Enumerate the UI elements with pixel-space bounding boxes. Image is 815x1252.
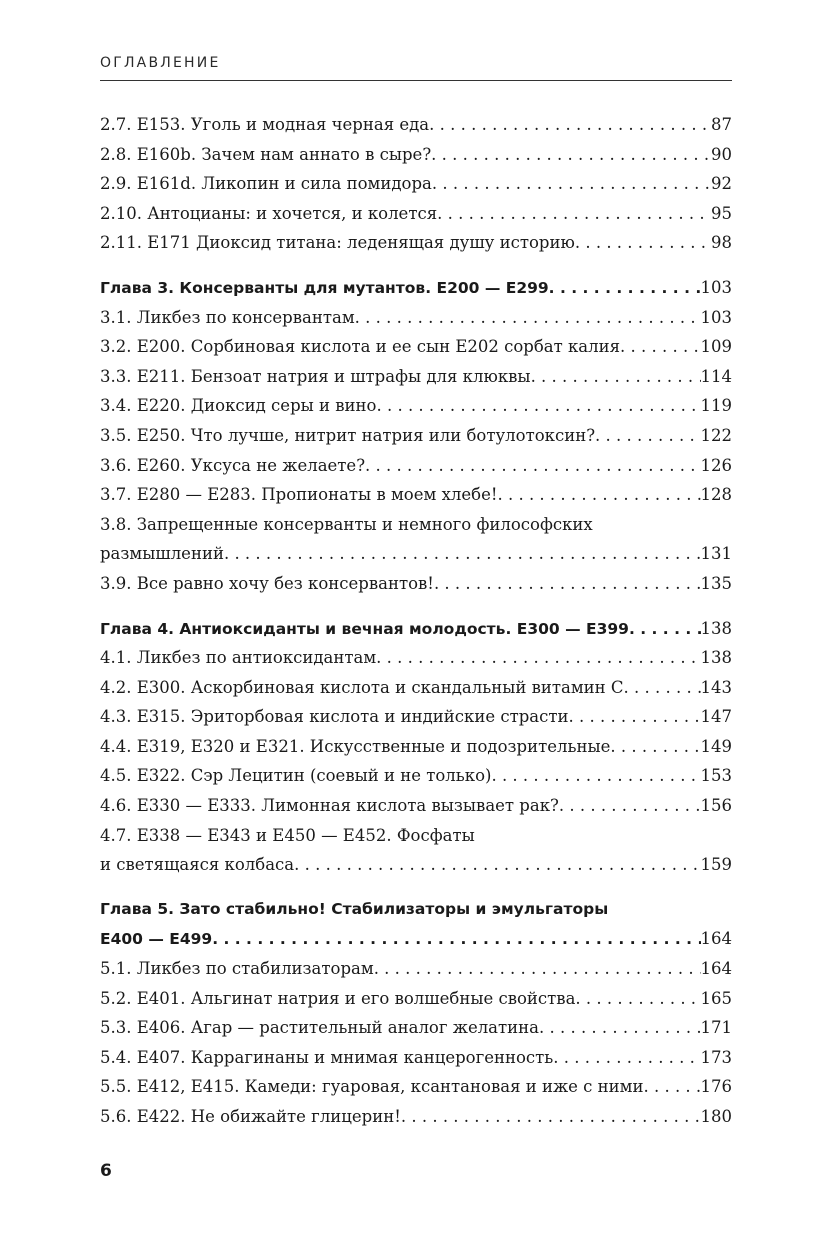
leader-dots — [595, 421, 700, 451]
section-gap — [100, 258, 732, 273]
toc-entry[interactable] — [100, 199, 732, 229]
toc-entry-line1[interactable] — [100, 821, 732, 851]
toc-entry[interactable] — [100, 791, 732, 821]
chapter-page: 138 — [700, 618, 732, 638]
toc-entry[interactable] — [100, 984, 732, 1014]
toc-entry[interactable] — [100, 451, 732, 481]
toc-entry-title: 3.1. Ликбез по консервантам — [100, 307, 355, 327]
toc-entry[interactable] — [100, 1043, 732, 1073]
toc-entry[interactable] — [100, 169, 732, 199]
toc-entry[interactable] — [100, 421, 732, 451]
toc-entry[interactable] — [100, 673, 732, 703]
section-gap — [100, 599, 732, 614]
leader-dots — [624, 673, 701, 703]
leader-dots — [531, 362, 701, 392]
toc-entry-page: 119 — [700, 396, 732, 416]
chapter-title: Глава 3. Консерванты для мутантов. E200 — E299 — [100, 278, 549, 297]
header-rule — [100, 80, 732, 81]
toc-chapter-3[interactable] — [100, 273, 732, 303]
leader-dots — [429, 110, 711, 140]
chapter-title-cont: E400 — E499 — [100, 930, 213, 949]
leader-dots — [549, 274, 701, 304]
toc-entry-title: 3.6. E260. Уксуса не желаете? — [100, 455, 366, 475]
toc-entry-page: 92 — [711, 174, 732, 194]
toc-entry-title: 4.5. E322. Сэр Лецитин (соевый и не только) — [100, 766, 492, 786]
toc-entry[interactable] — [100, 702, 732, 732]
chapter-page: 103 — [700, 277, 732, 297]
leader-dots — [431, 140, 711, 170]
toc-entry-title: 3.5. E250. Что лучше, нитрит натрия или ботулотоксин? — [100, 425, 596, 445]
toc-entry-title: 3.2. E200. Сорбиновая кислота и ее сын E202 сорбат калия — [100, 337, 621, 357]
chapter-page: 164 — [700, 929, 732, 949]
leader-dots — [643, 1072, 700, 1102]
toc-entry-title: 4.3. E315. Эриторбовая кислота и индийские страсти — [100, 707, 569, 727]
toc-entry-title: 2.9. E161d. Ликопин и сила помидора — [100, 174, 432, 194]
toc-entry[interactable] — [100, 391, 732, 421]
toc-entry[interactable] — [100, 303, 732, 333]
toc-entry-page: 87 — [711, 115, 732, 134]
toc-entry-title: 3.9. Все равно хочу без консервантов! — [100, 573, 434, 593]
toc-entry[interactable] — [100, 1072, 732, 1102]
leader-dots — [610, 732, 700, 762]
running-head: ОГЛАВЛЕНИЕ — [100, 55, 221, 71]
toc-entry[interactable] — [100, 643, 732, 673]
toc-entry-title: 3.8. Запрещенные консерванты и немного философских — [100, 514, 593, 534]
toc-entry-page: 156 — [700, 796, 732, 816]
leader-dots — [376, 391, 700, 421]
leader-dots — [620, 332, 700, 362]
toc-entry-page: 128 — [700, 485, 732, 505]
toc-entry-page: 109 — [700, 337, 732, 357]
toc-entry-page: 176 — [700, 1077, 732, 1097]
toc-entry-page: 171 — [700, 1018, 732, 1038]
toc-entry[interactable] — [100, 732, 732, 762]
leader-dots — [374, 954, 701, 984]
toc-entry-title: 3.3. E211. Бензоат натрия и штрафы для клюквы — [100, 366, 531, 386]
chapter-title: Глава 4. Антиоксиданты и вечная молодость. E300 — E399 — [100, 619, 629, 638]
toc-entry[interactable] — [100, 850, 732, 880]
leader-dots — [432, 169, 711, 199]
leader-dots — [365, 451, 700, 481]
toc-entry-page: 114 — [700, 366, 732, 386]
leader-dots — [491, 761, 700, 791]
chapter-title: Глава 5. Зато стабильно! Стабилизаторы и эмульгаторы — [100, 899, 609, 918]
toc-entry-page: 159 — [700, 855, 732, 875]
toc-entry-page: 180 — [700, 1107, 732, 1126]
leader-dots — [401, 1102, 701, 1132]
toc-entry-page: 122 — [700, 425, 732, 445]
toc-entry-page: 126 — [700, 455, 732, 475]
leader-dots — [497, 480, 700, 510]
toc-entry-page: 131 — [700, 544, 732, 564]
toc-entry-page: 164 — [700, 959, 732, 979]
toc-entry-title: 4.4. E319, E320 и E321. Искусственные и подозрительные — [100, 736, 611, 756]
toc-entry[interactable] — [100, 228, 732, 258]
leader-dots — [553, 1043, 700, 1073]
toc-entry[interactable] — [100, 140, 732, 170]
toc-entry-page: 138 — [700, 648, 732, 668]
leader-dots — [434, 569, 701, 599]
toc-entry[interactable] — [100, 332, 732, 362]
toc-entry-title: 3.7. E280 — E283. Пропионаты в моем хлебе! — [100, 485, 498, 505]
toc-entry-title-cont: размышлений — [100, 544, 224, 564]
toc-entry[interactable] — [100, 480, 732, 510]
toc-entry-title: 2.10. Антоцианы: и хочется, и колется — [100, 203, 438, 223]
toc-entry-page: 153 — [700, 766, 732, 786]
toc-entry-title: 2.11. E171 Диоксид титана: леденящая душу историю — [100, 233, 575, 253]
leader-dots — [355, 303, 701, 333]
toc-entry-title: 4.1. Ликбез по антиоксидантам — [100, 648, 377, 668]
section-gap — [100, 880, 732, 895]
toc-entry-title: 5.5. E412, E415. Камеди: гуаровая, ксантановая и иже с ними — [100, 1077, 644, 1097]
toc-entry-title: 4.7. E338 — E343 и E450 — E452. Фосфаты — [100, 825, 475, 845]
toc-chapter-4[interactable] — [100, 614, 732, 644]
leader-dots — [575, 984, 700, 1014]
toc-entry[interactable] — [100, 539, 732, 569]
toc-entry[interactable] — [100, 110, 732, 140]
toc-entry-title-cont: и светящаяся колбаса — [100, 855, 295, 875]
leader-dots — [224, 539, 701, 569]
toc-entry-title: 5.2. E401. Альгинат натрия и его волшебные свойства — [100, 988, 576, 1008]
toc-entry-page: 149 — [700, 736, 732, 756]
toc-entry-page: 135 — [700, 573, 732, 593]
toc-entry-page: 173 — [700, 1047, 732, 1067]
leader-dots — [575, 228, 711, 258]
toc-entry[interactable] — [100, 569, 732, 599]
toc-entry[interactable] — [100, 362, 732, 392]
leader-dots — [568, 702, 700, 732]
toc-entry-title: 3.4. E220. Диоксид серы и вино — [100, 396, 377, 416]
page-number: 6 — [100, 1161, 112, 1181]
leader-dots — [559, 791, 701, 821]
leader-dots — [212, 925, 700, 955]
toc-entry-page: 147 — [700, 707, 732, 727]
toc-entry-title: 4.2. E300. Аскорбиновая кислота и скандальный витамин С — [100, 677, 624, 697]
toc-entry-page: 103 — [700, 307, 732, 327]
leader-dots — [294, 850, 700, 880]
toc-entry-title: 5.3. E406. Агар — растительный аналог желатина — [100, 1018, 539, 1038]
toc-entry-line1[interactable] — [100, 510, 732, 540]
toc-entry-title: 5.6. E422. Не обижайте глицерин! — [100, 1107, 401, 1126]
toc-entry-title: 2.7. E153. Уголь и модная черная еда — [100, 115, 430, 134]
toc-entry[interactable] — [100, 954, 732, 984]
table-of-contents — [100, 110, 732, 1132]
toc-entry[interactable] — [100, 761, 732, 791]
toc-entry[interactable] — [100, 1102, 732, 1132]
toc-entry-title: 5.1. Ликбез по стабилизаторам — [100, 959, 374, 979]
toc-entry[interactable] — [100, 1013, 732, 1043]
toc-chapter-5-line1[interactable] — [100, 895, 732, 925]
leader-dots — [539, 1013, 701, 1043]
leader-dots — [629, 615, 701, 645]
toc-entry-title: 4.6. E330 — E333. Лимонная кислота вызывает рак? — [100, 796, 559, 816]
toc-chapter-5[interactable] — [100, 924, 732, 954]
leader-dots — [437, 199, 711, 229]
toc-entry-page: 165 — [700, 988, 732, 1008]
toc-entry-title: 5.4. E407. Каррагинаны и мнимая канцерогенность — [100, 1047, 554, 1067]
toc-entry-page: 95 — [711, 203, 732, 223]
toc-entry-page: 143 — [700, 677, 732, 697]
toc-entry-page: 90 — [711, 144, 732, 164]
leader-dots — [376, 643, 700, 673]
toc-entry-page: 98 — [711, 233, 732, 253]
toc-entry-title: 2.8. E160b. Зачем нам аннато в сыре? — [100, 144, 432, 164]
